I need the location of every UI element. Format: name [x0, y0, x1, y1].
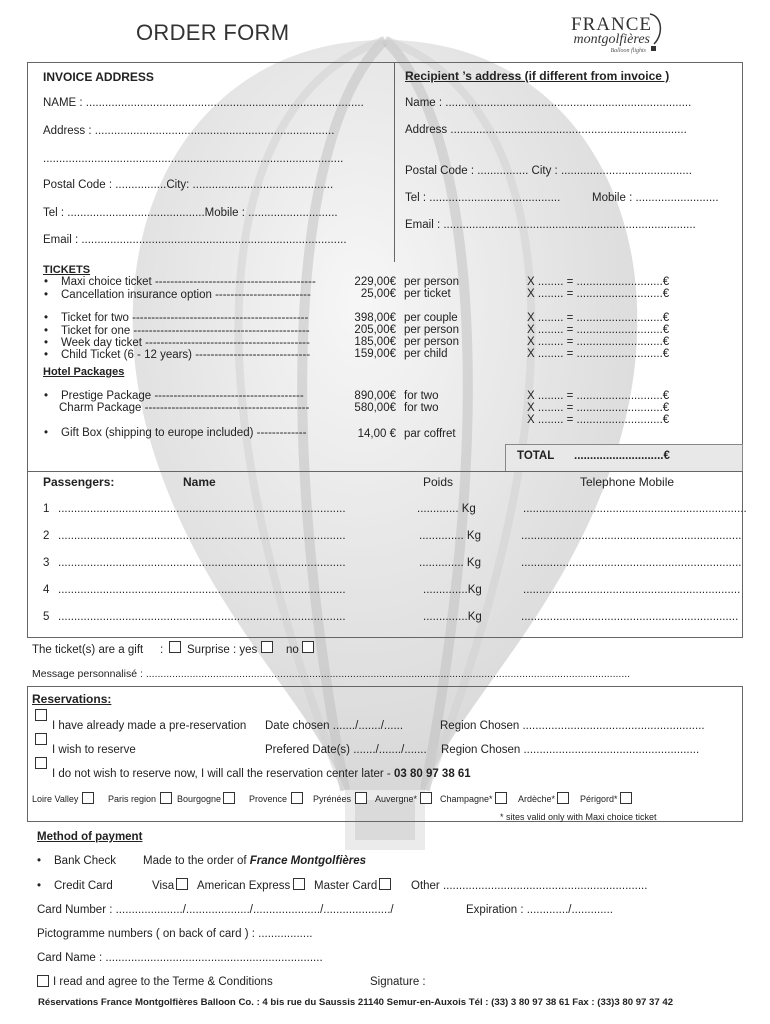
tickets-heading: TICKETS — [43, 264, 91, 276]
invoice-address2-field[interactable]: .............................................................................................. — [43, 153, 344, 165]
ticket-unit: per person — [404, 324, 459, 336]
reservation-option3-checkbox[interactable] — [35, 757, 47, 769]
passenger-weight-field[interactable]: ..............Kg — [423, 584, 482, 596]
bullet: • — [44, 349, 49, 361]
ticket-unit: for two — [404, 402, 439, 414]
expiration-field[interactable]: Expiration : ............./............. — [466, 904, 613, 916]
region-checkbox[interactable] — [420, 792, 432, 804]
reservation-option2-checkbox[interactable] — [35, 733, 47, 745]
reservation-option1-checkbox[interactable] — [35, 709, 47, 721]
credit-card-label: Credit Card — [54, 880, 113, 892]
ticket-price: 159,00€ — [354, 348, 396, 360]
bullet: • — [44, 276, 49, 288]
surprise-no-label: no — [286, 644, 299, 656]
passenger-number: 5 — [43, 611, 50, 623]
ticket-price: 580,00€ — [354, 402, 396, 414]
passenger-weight-field[interactable]: .............. Kg — [419, 557, 481, 569]
ticket-unit: per child — [404, 348, 448, 360]
region-checkbox[interactable] — [291, 792, 303, 804]
visa-checkbox[interactable] — [176, 878, 188, 890]
passenger-number: 2 — [43, 530, 50, 542]
recipient-email-field[interactable]: Email : ............................................................................... — [405, 219, 696, 231]
ticket-qty-field[interactable]: X ........ = ...........................€ — [527, 402, 670, 414]
passenger-phone-field[interactable]: ..................................................................... — [521, 557, 742, 569]
recipient-name-field[interactable]: Name : ............................................................................. — [405, 97, 692, 109]
hotel-packages-heading: Hotel Packages — [43, 366, 125, 378]
terms-label: I read and agree to the Terme & Conditions — [53, 976, 273, 988]
ticket-label: Gift Box (shipping to europe included) ------------- — [61, 427, 307, 439]
bullet: • — [44, 390, 49, 402]
ticket-qty-field[interactable]: X ........ = ...........................€ — [527, 288, 670, 300]
ticket-qty-field[interactable]: X ........ = ...........................€ — [527, 414, 670, 426]
ticket-unit: per couple — [404, 312, 458, 324]
recipient-address-field[interactable]: Address .......................................................................... — [405, 124, 687, 136]
bullet: • — [37, 855, 42, 867]
passengers-col-phone: Telephone Mobile — [580, 475, 675, 489]
gift-label: The ticket(s) are a gift — [32, 644, 144, 656]
passenger-number: 1 — [43, 503, 50, 515]
reservation-preferred-region-field[interactable]: Region Chosen ....................................................... — [441, 744, 700, 756]
ticket-unit: for two — [404, 390, 439, 402]
ticket-label: Ticket for two ---------------------------------------------- — [61, 312, 309, 324]
ticket-qty-field[interactable]: X ........ = ...........................€ — [527, 276, 670, 288]
terms-checkbox[interactable] — [37, 975, 49, 987]
ticket-unit: par coffret — [404, 428, 456, 440]
ticket-qty-field[interactable]: X ........ = ...........................€ — [527, 312, 670, 324]
passenger-phone-field[interactable]: .................................................................... — [523, 584, 741, 596]
regions-note: * sites valid only with Maxi choice ticket — [500, 812, 657, 822]
passenger-phone-field[interactable]: ..................................................................... — [521, 530, 742, 542]
passenger-name-field[interactable]: .......................................................................................... — [58, 584, 346, 596]
reservation-preferred-date-field[interactable]: Prefered Date(s) ......./......./....... — [265, 744, 427, 756]
ticket-qty-field[interactable]: X ........ = ...........................€ — [527, 336, 670, 348]
reservations-heading: Reservations: — [32, 692, 112, 706]
footer-contact: Réservations France Montgolfières Balloon Co. : 4 bis rue du Saussis 21140 Semur-en-Auxois Tél : (33) 3 80 97 38 61 Fax : (33)3 80 97 37 42 — [38, 997, 674, 1008]
passenger-number: 4 — [43, 584, 50, 596]
region-label: Ardèche* — [518, 794, 556, 804]
signature-field[interactable]: Signature : — [370, 976, 426, 988]
bullet: • — [44, 427, 49, 439]
ticket-price: 890,00€ — [354, 390, 396, 402]
surprise-label: Surprise : yes — [187, 644, 258, 656]
passenger-name-field[interactable]: .......................................................................................... — [58, 530, 346, 542]
bullet: • — [37, 880, 42, 892]
bullet: • — [44, 312, 49, 324]
region-label: Bourgogne — [177, 794, 222, 804]
passenger-weight-field[interactable]: .............. Kg — [419, 530, 481, 542]
ticket-label: Charm Package ------------------------------------------- — [59, 402, 310, 414]
reservation-option2-label: I wish to reserve — [52, 744, 136, 756]
invoice-email-field[interactable]: Email : ................................................................................... — [43, 234, 347, 246]
region-label: Champagne* — [440, 794, 493, 804]
passenger-weight-field[interactable]: ..............Kg — [423, 611, 482, 623]
ticket-price: 205,00€ — [354, 324, 396, 336]
total-label: TOTAL — [517, 450, 555, 462]
region-label: Loire Valley — [32, 794, 79, 804]
ticket-unit: per person — [404, 336, 459, 348]
message-field[interactable]: Message personnalisé : ...................................................................................................................................................................... — [32, 668, 631, 680]
passengers-col-name: Name — [183, 475, 216, 489]
region-label: Auvergne* — [375, 794, 418, 804]
passengers-heading: Passengers: — [43, 475, 115, 489]
ticket-label: Ticket for one ---------------------------------------------- — [61, 325, 310, 337]
reservation-option1-label: I have already made a pre-reservation — [52, 720, 247, 732]
ticket-label: Week day ticket ------------------------------------------- — [61, 337, 310, 349]
card-name-field[interactable]: Card Name : .................................................................... — [37, 952, 323, 964]
passenger-name-field[interactable]: .......................................................................................... — [58, 503, 346, 515]
mastercard-checkbox[interactable] — [379, 878, 391, 890]
recipient-heading: Recipient ’s address (if different from invoice ) — [405, 69, 670, 83]
invoice-name-field[interactable]: NAME : ....................................................................................... — [43, 97, 364, 109]
other-card-field[interactable]: Other ................................................................ — [411, 880, 648, 892]
page-title: ORDER FORM — [136, 20, 290, 45]
ticket-qty-field[interactable]: X ........ = ...........................€ — [527, 324, 670, 336]
ticket-unit: per person — [404, 276, 459, 288]
bank-check-label: Bank Check — [54, 855, 117, 867]
passenger-weight-field[interactable]: ............. Kg — [417, 503, 476, 515]
ticket-label: Child Ticket (6 - 12 years) ------------------------------ — [61, 349, 311, 361]
reservation-date-chosen-field[interactable]: Date chosen ......./......./...... — [265, 720, 404, 732]
passenger-number: 3 — [43, 557, 50, 569]
invoice-heading: INVOICE ADDRESS — [43, 70, 154, 84]
surprise-yes-checkbox[interactable] — [261, 641, 273, 653]
ticket-price: 14,00 € — [357, 428, 396, 440]
ticket-price: 398,00€ — [354, 312, 396, 324]
passenger-phone-field[interactable]: ...................................................................... — [523, 503, 747, 515]
invoice-postal-field[interactable]: Postal Code : ................City: ............................................ — [43, 179, 334, 191]
surprise-no-checkbox[interactable] — [302, 641, 314, 653]
mastercard-label: Master Card — [314, 880, 378, 892]
ticket-qty-field[interactable]: X ........ = ...........................€ — [527, 348, 670, 360]
bullet: • — [44, 337, 49, 349]
bullet: • — [44, 289, 49, 301]
region-label: Pyrénées — [313, 794, 352, 804]
amex-checkbox[interactable] — [293, 878, 305, 890]
reservation-phone: 03 80 97 38 61 — [393, 768, 471, 780]
reservation-option3-label: I do not wish to reserve now, I will call the reservation center later - 03 80 97 38 61 — [52, 768, 471, 780]
total-field[interactable]: ............................€ — [574, 450, 670, 462]
gift-checkbox[interactable] — [169, 641, 181, 653]
region-label: Périgord* — [580, 794, 618, 804]
recipient-mobile-field[interactable]: Mobile : .......................... — [592, 192, 719, 204]
region-checkbox[interactable] — [82, 792, 94, 804]
pictogramme-field[interactable]: Pictogramme numbers ( on back of card ) : ................. — [37, 928, 313, 940]
region-checkbox[interactable] — [620, 792, 632, 804]
invoice-tel-field[interactable]: Tel : ...........................................Mobile : ............................ — [43, 207, 338, 219]
visa-label: Visa — [152, 880, 175, 892]
ticket-label: Maxi choice ticket ------------------------------------------ — [61, 276, 316, 288]
region-checkbox[interactable] — [223, 792, 235, 804]
reservation-region-chosen-field[interactable]: Region Chosen ......................................................... — [440, 720, 705, 732]
region-checkbox[interactable] — [557, 792, 569, 804]
recipient-postal-field[interactable]: Postal Code : ................ City : ......................................... — [405, 165, 692, 177]
gift-colon: : — [160, 644, 164, 656]
region-label: Paris region — [108, 794, 157, 804]
brand-logo: FRANCE montgolfières Balloon flights — [560, 8, 670, 58]
ticket-label: Cancellation insurance option ------------------------- — [61, 289, 311, 301]
region-checkbox[interactable] — [495, 792, 507, 804]
ticket-price: 185,00€ — [354, 336, 396, 348]
bank-check-order-text: Made to the order of France Montgolfières — [143, 855, 367, 867]
region-label: Provence — [249, 794, 288, 804]
balloon-logo-icon — [646, 10, 666, 56]
card-number-field[interactable]: Card Number : ...................../..................../...................../...................../ — [37, 904, 394, 916]
region-checkbox[interactable] — [160, 792, 172, 804]
payment-heading: Method of payment — [37, 831, 143, 843]
ticket-price: 25,00€ — [360, 288, 396, 300]
ticket-label: Prestige Package --------------------------------------- — [61, 390, 304, 402]
region-checkbox[interactable] — [355, 792, 367, 804]
passenger-phone-field[interactable]: .................................................................... — [521, 611, 739, 623]
ticket-unit: per ticket — [404, 288, 451, 300]
passenger-name-field[interactable]: .......................................................................................... — [58, 557, 346, 569]
invoice-address-field[interactable]: Address : ........................................................................... — [43, 125, 335, 137]
amex-label: American Express — [197, 880, 291, 892]
bullet: • — [44, 325, 49, 337]
passenger-name-field[interactable]: .......................................................................................... — [58, 611, 346, 623]
passengers-col-weight: Poids — [423, 475, 454, 489]
recipient-tel-field[interactable]: Tel : ......................................... — [405, 192, 561, 204]
ticket-price: 229,00€ — [354, 276, 396, 288]
ticket-qty-field[interactable]: X ........ = ...........................€ — [527, 390, 670, 402]
